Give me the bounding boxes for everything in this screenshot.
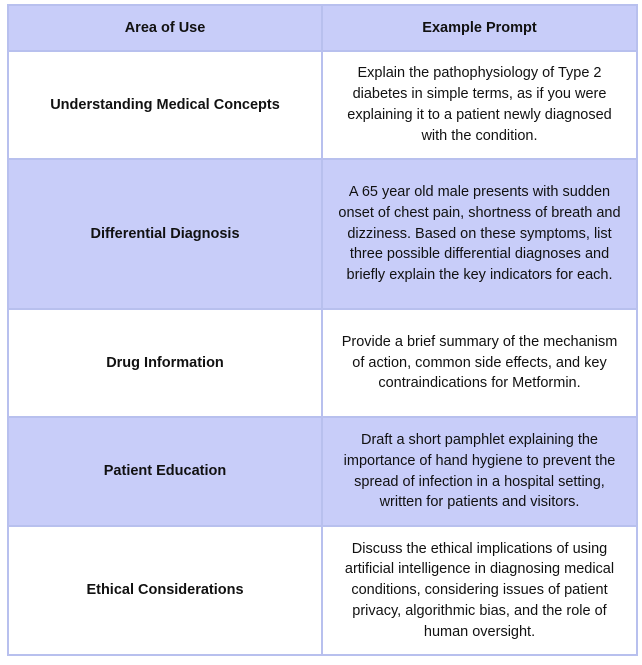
table-row — [8, 51, 637, 159]
table-header — [8, 5, 637, 51]
area-cell: Differential Diagnosis — [8, 159, 322, 309]
area-cell: Understanding Medical Concepts — [8, 51, 322, 159]
prompt-cell: Discuss the ethical implications of using artificial intelligence in diagnosing medical conditions, considering issues of patient privacy, algorithmic bias, and the role of human oversight. — [322, 526, 637, 655]
table-body — [8, 51, 637, 655]
area-cell: Drug Information — [8, 309, 322, 417]
header-example-prompt: Example Prompt — [322, 5, 637, 51]
header-area-of-use: Area of Use — [8, 5, 322, 51]
table-row — [8, 526, 637, 655]
prompt-cell: Provide a brief summary of the mechanism of action, common side effects, and key contraindications for Metformin. — [322, 309, 637, 417]
prompt-cell: A 65 year old male presents with sudden onset of chest pain, shortness of breath and dizziness. Based on these symptoms, list three possible differential diagnoses and briefly explain the key indicators for each. — [322, 159, 637, 309]
table-row — [8, 309, 637, 417]
area-cell: Ethical Considerations — [8, 526, 322, 655]
prompt-cell: Explain the pathophysiology of Type 2 diabetes in simple terms, as if you were explaining it to a patient newly diagnosed with the condition. — [322, 51, 637, 159]
area-cell: Patient Education — [8, 417, 322, 526]
prompt-cell: Draft a short pamphlet explaining the importance of hand hygiene to prevent the spread of infection in a hospital setting, written for patients and visitors. — [322, 417, 637, 526]
table-row — [8, 417, 637, 526]
header-row — [8, 5, 637, 51]
table-row — [8, 159, 637, 309]
use-case-table — [7, 4, 638, 656]
